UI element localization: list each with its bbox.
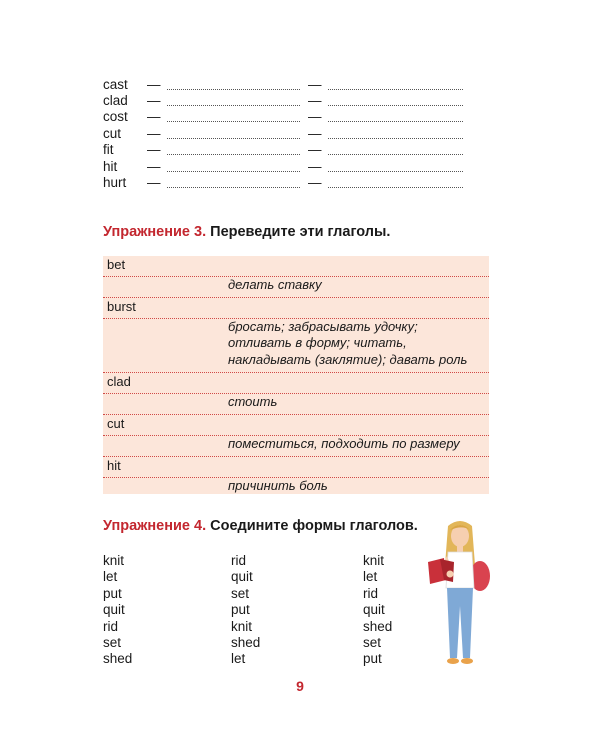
verb-row xyxy=(103,92,483,108)
list-item[interactable]: set xyxy=(231,585,250,601)
verb-word: cut xyxy=(103,125,122,141)
answer-blank[interactable] xyxy=(328,111,463,122)
verb-word: hurt xyxy=(103,175,127,191)
dash: — xyxy=(308,125,322,141)
table-row[interactable] xyxy=(103,373,489,394)
table-row[interactable] xyxy=(103,415,489,436)
list-item[interactable]: rid xyxy=(103,618,119,634)
dash: — xyxy=(308,142,322,158)
exercise3-instruction: Переведите эти глаголы. xyxy=(210,224,391,240)
english-verb: clad xyxy=(107,374,131,389)
exercise3-number: Упражнение 3. xyxy=(103,224,207,240)
list-item[interactable]: quit xyxy=(103,602,125,618)
list-item[interactable]: let xyxy=(103,569,118,585)
answer-blank[interactable] xyxy=(167,177,300,188)
answer-blank[interactable] xyxy=(167,95,300,106)
dash: — xyxy=(308,175,322,191)
exercise3-title xyxy=(103,224,390,240)
verb-word: fit xyxy=(103,142,114,158)
verb-word: cost xyxy=(103,109,128,125)
verb-word: clad xyxy=(103,93,128,109)
verb-row xyxy=(103,174,483,190)
girl-reading-illustration xyxy=(420,518,500,668)
answer-blank[interactable] xyxy=(328,128,463,139)
list-item[interactable]: set xyxy=(363,634,382,650)
list-item[interactable]: rid xyxy=(363,585,379,601)
table-row[interactable] xyxy=(103,478,489,498)
table-row[interactable] xyxy=(103,394,489,415)
russian-translation: бросать; забрасывать удочку; отливать в форму; читать, накладывать (заклятие); давать роль xyxy=(228,318,468,367)
list-item[interactable]: quit xyxy=(363,602,385,618)
dash: — xyxy=(147,125,161,141)
dash: — xyxy=(147,93,161,109)
answer-blank[interactable] xyxy=(167,128,300,139)
dash: — xyxy=(308,76,322,92)
table-row[interactable] xyxy=(103,256,489,277)
dash: — xyxy=(147,76,161,92)
table-row[interactable] xyxy=(103,277,489,298)
russian-translation: поместиться, подходить по размеру xyxy=(228,435,460,451)
verb-row xyxy=(103,125,483,141)
list-item[interactable]: knit xyxy=(231,618,253,634)
verb-row xyxy=(103,109,483,125)
answer-blank[interactable] xyxy=(167,111,300,122)
answer-blank[interactable] xyxy=(167,79,300,90)
exercise4-instruction: Соедините формы глаголов. xyxy=(210,518,418,534)
english-verb: hit xyxy=(107,458,121,473)
answer-blank[interactable] xyxy=(328,177,463,188)
dash: — xyxy=(147,109,161,125)
verb-column-3 xyxy=(363,553,392,668)
table-row[interactable] xyxy=(103,457,489,478)
translation-table xyxy=(103,256,489,494)
russian-translation: стоить xyxy=(228,393,278,409)
verb-column-1 xyxy=(103,553,132,668)
dash: — xyxy=(308,158,322,174)
verb-word: cast xyxy=(103,76,128,92)
dash: — xyxy=(147,175,161,191)
list-item[interactable]: put xyxy=(103,585,122,601)
answer-blank[interactable] xyxy=(328,161,463,172)
verb-word: hit xyxy=(103,158,118,174)
dash: — xyxy=(147,158,161,174)
verb-forms-list xyxy=(103,76,483,191)
list-item[interactable]: let xyxy=(231,651,246,667)
russian-translation: причинить боль xyxy=(228,477,328,493)
verb-column-2 xyxy=(231,553,260,668)
answer-blank[interactable] xyxy=(328,144,463,155)
dash: — xyxy=(147,142,161,158)
list-item[interactable]: shed xyxy=(363,618,393,634)
verb-row xyxy=(103,158,483,174)
table-row[interactable] xyxy=(103,436,489,457)
table-row[interactable] xyxy=(103,298,489,319)
page-number: 9 xyxy=(296,678,304,694)
list-item[interactable]: put xyxy=(363,651,382,667)
verb-row xyxy=(103,76,483,92)
dash: — xyxy=(308,109,322,125)
answer-blank[interactable] xyxy=(328,95,463,106)
dash: — xyxy=(308,93,322,109)
list-item[interactable]: rid xyxy=(231,553,247,568)
list-item[interactable]: knit xyxy=(103,553,125,568)
table-row[interactable] xyxy=(103,319,489,373)
list-item[interactable]: set xyxy=(103,634,122,650)
english-verb: bet xyxy=(107,257,126,272)
list-item[interactable]: quit xyxy=(231,569,253,585)
list-item[interactable]: let xyxy=(363,569,378,585)
answer-blank[interactable] xyxy=(167,161,300,172)
list-item[interactable]: knit xyxy=(363,553,385,568)
answer-blank[interactable] xyxy=(328,79,463,90)
english-verb: burst xyxy=(107,299,136,314)
exercise4-number: Упражнение 4. xyxy=(103,518,207,534)
exercise4-title xyxy=(103,518,418,534)
english-verb: cut xyxy=(107,416,125,431)
list-item[interactable]: shed xyxy=(103,651,133,667)
russian-translation: делать ставку xyxy=(228,276,322,292)
verb-row xyxy=(103,142,483,158)
list-item[interactable]: shed xyxy=(231,634,261,650)
list-item[interactable]: put xyxy=(231,602,250,618)
answer-blank[interactable] xyxy=(167,144,300,155)
